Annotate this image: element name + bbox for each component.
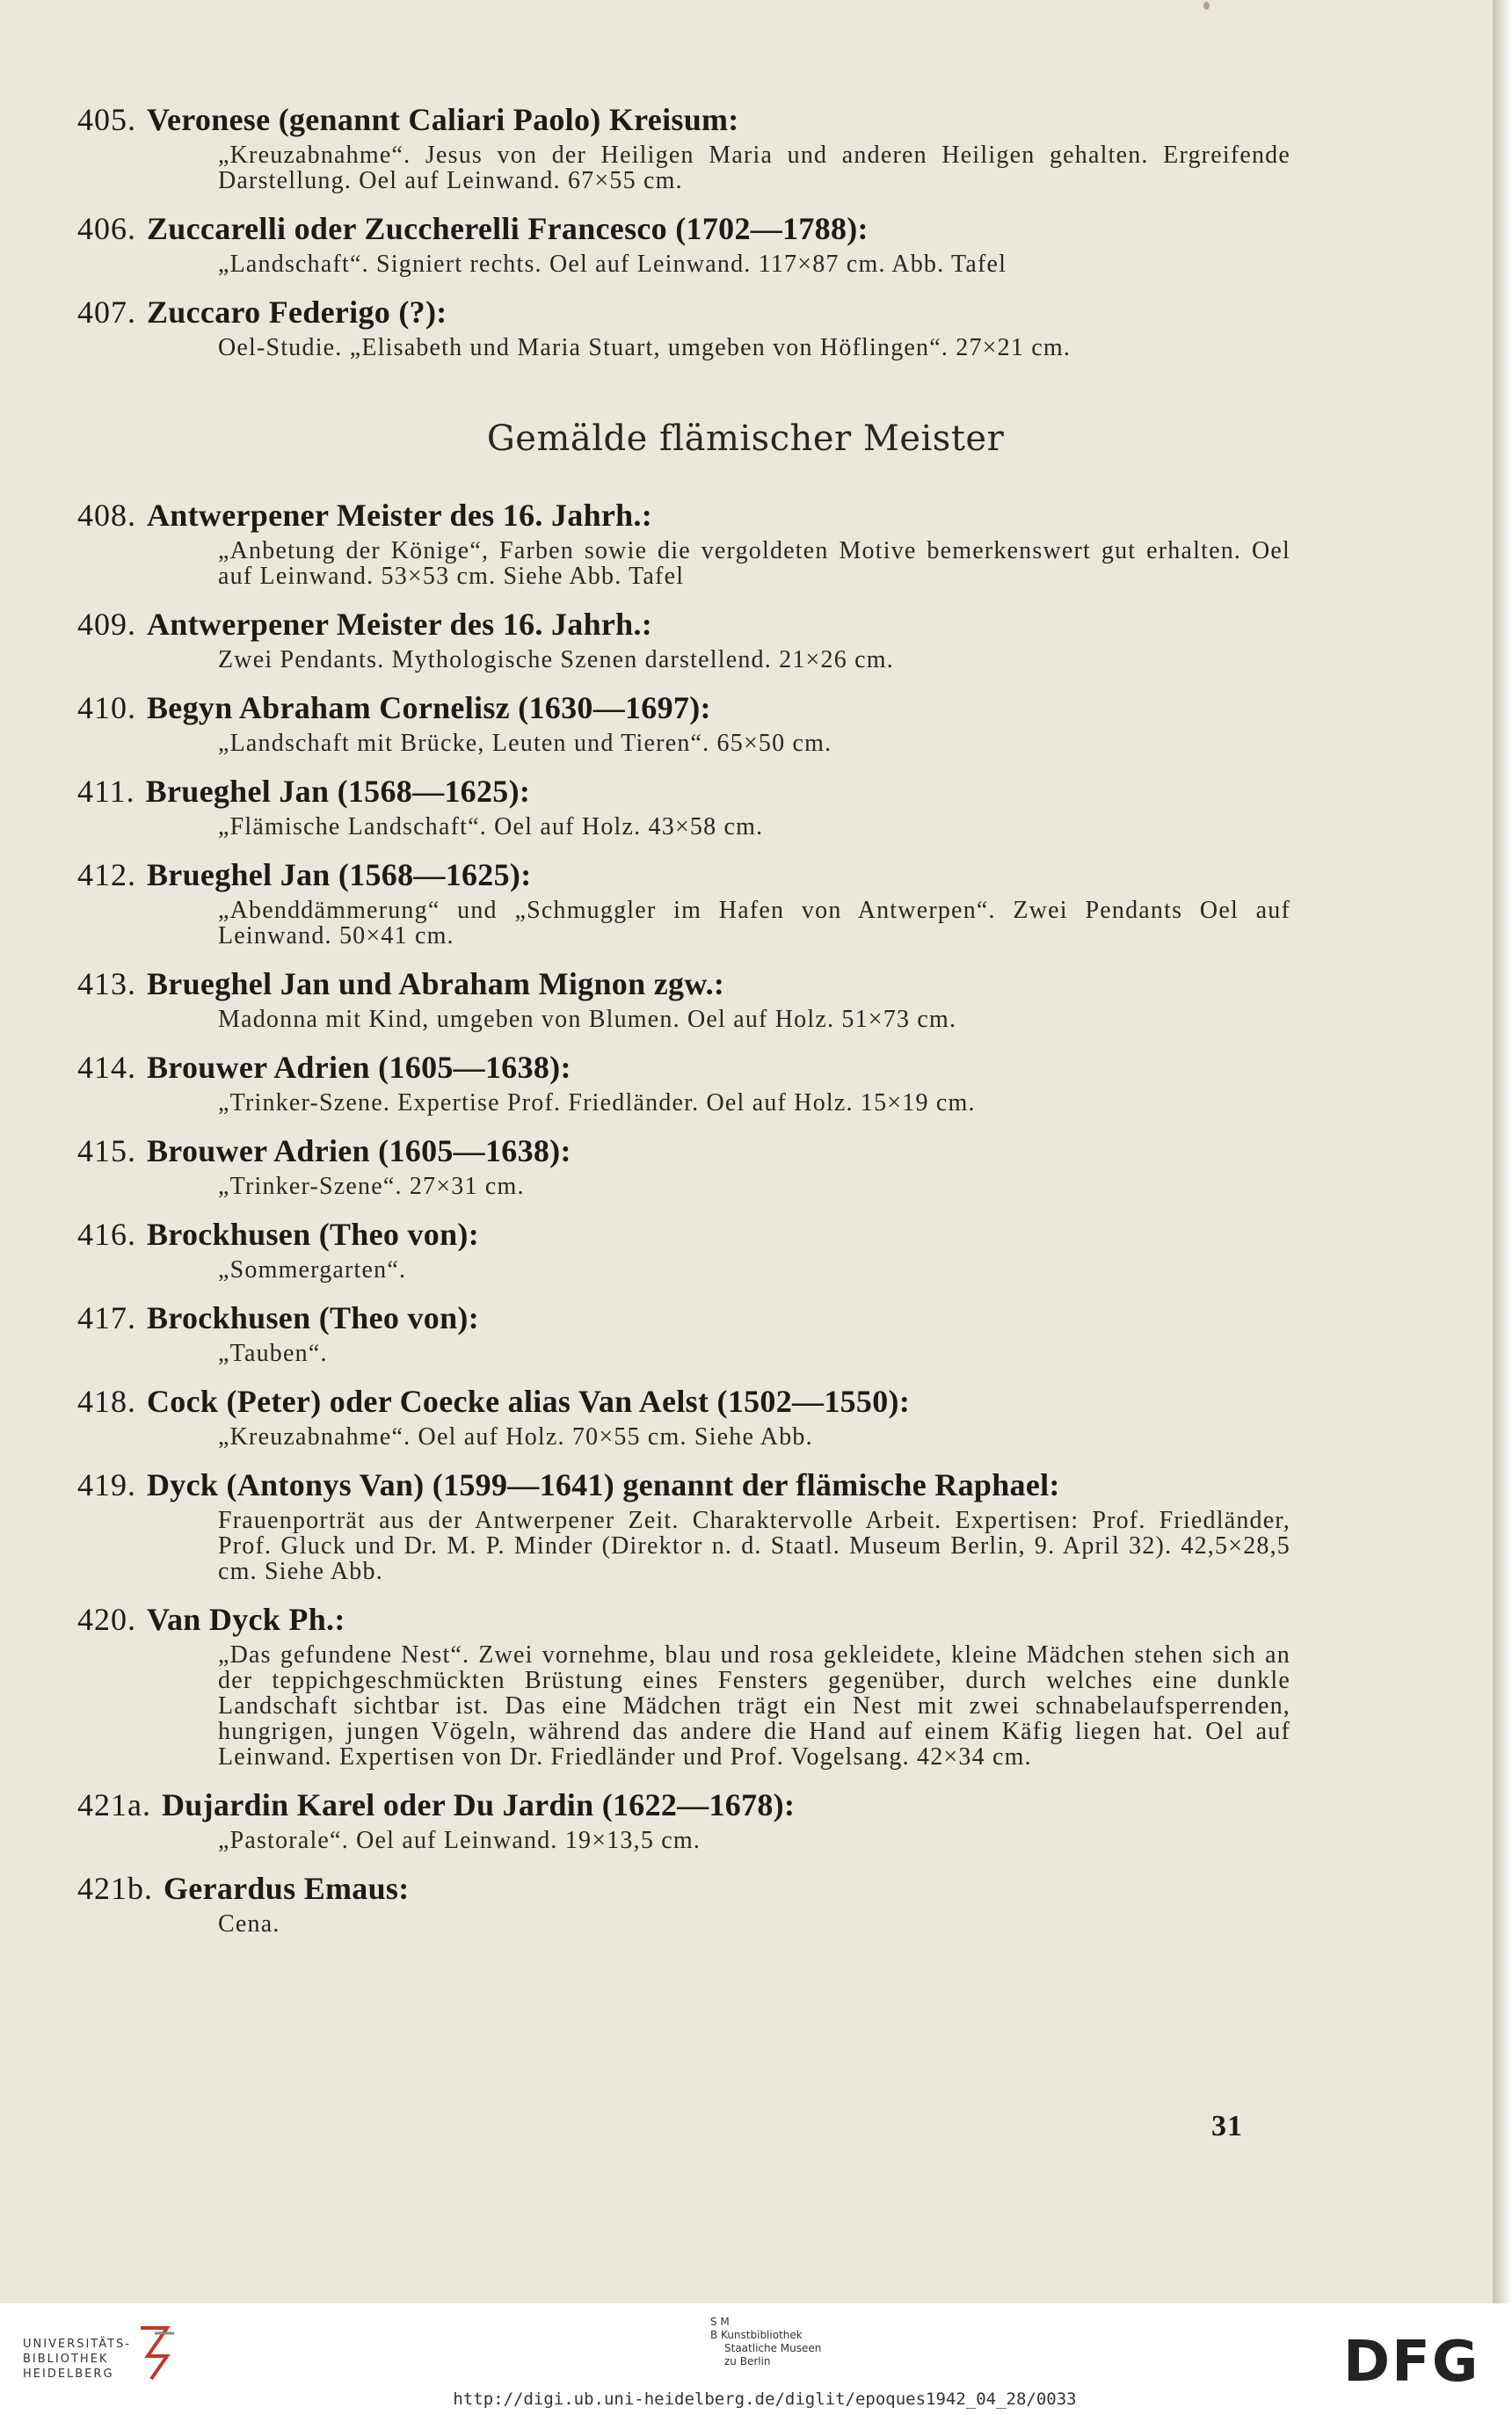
catalogue-entry <box>77 1295 1290 1366</box>
catalogue-entry <box>77 1462 1290 1584</box>
entry-description: Oel-Studie. „Elisabeth und Maria Stuart, umgeben von Höflingen“. 27×21 cm. <box>218 334 1072 361</box>
entry-heading <box>77 97 1290 142</box>
entry-number: 406. <box>77 211 136 246</box>
entry-heading <box>77 206 1290 251</box>
catalogue-entry <box>77 601 1290 673</box>
catalogue-entry <box>77 852 1290 949</box>
entry-artist: Brockhusen (Theo von): <box>147 1300 479 1335</box>
entry-number: 420. <box>77 1602 136 1637</box>
entry-number: 421a. <box>77 1787 151 1822</box>
entry-heading <box>77 852 1290 898</box>
entry-description: „Kreuzabnahme“. Oel auf Holz. 70×55 cm. Siehe Abb. <box>218 1423 813 1451</box>
entry-number: 421b. <box>77 1871 153 1906</box>
entry-number: 417. <box>77 1300 136 1335</box>
entry-heading <box>77 1044 1290 1090</box>
entry-heading <box>77 1378 1290 1424</box>
entry-number: 412. <box>77 857 136 892</box>
entry-description: „Das gefundene Nest“. Zwei vornehme, blau und rosa gekleidete, kleine Mädchen stehen sich an der teppichgeschmückten Brüstung eines Fensters gegenüber, durch welches eine dunkle Landschaft sichtbar ist. Das eine Mädchen trägt ein Nest mit zwei schnabelaufsperrenden, hungrigen, jungen Vögeln, während das andere die Hand auf einem Käfig liegen hat. Oel auf Leinwand. Expertisen von Dr. Friedländer und Prof. Vogelsang. 42×34 cm. <box>218 1641 1290 1771</box>
entry-description: Zwei Pendants. Mythologische Szenen darstellend. 21×26 cm. <box>218 646 894 673</box>
entry-description: „Tauben“. <box>218 1340 328 1367</box>
entry-artist: Veronese (genannt Caliari Paolo) Kreisum: <box>147 102 739 137</box>
entry-heading <box>77 685 1290 731</box>
entry-number: 410. <box>77 690 136 725</box>
entry-number: 418. <box>77 1384 136 1419</box>
entry-artist: Antwerpener Meister des 16. Jahrh.: <box>147 498 653 533</box>
entry-artist: Brouwer Adrien (1605—1638): <box>147 1133 571 1168</box>
entry-number: 415. <box>77 1133 136 1168</box>
catalogue-entries <box>77 97 1290 1949</box>
entry-artist: Begyn Abraham Cornelisz (1630—1697): <box>147 690 711 725</box>
entry-number: 414. <box>77 1050 136 1085</box>
catalogue-entry <box>77 1597 1290 1770</box>
entry-description: „Kreuzabnahme“. Jesus von der Heiligen Maria und anderen Heiligen gehalten. Ergreifende Darstellung. Oel auf Leinwand. 67×55 cm. <box>218 142 1290 194</box>
entry-heading <box>77 1211 1290 1257</box>
entry-heading <box>77 1462 1290 1508</box>
catalogue-entry <box>77 768 1290 840</box>
entry-heading <box>77 961 1290 1007</box>
catalogue-entry <box>77 1044 1290 1116</box>
entry-description: „Flämische Landschaft“. Oel auf Holz. 43×58 cm. <box>218 813 764 840</box>
university-mark-icon <box>132 2321 181 2384</box>
entry-number: 411. <box>77 774 135 809</box>
entry-heading <box>77 1128 1290 1174</box>
entry-number: 419. <box>77 1467 136 1502</box>
entry-artist: Brouwer Adrien (1605—1638): <box>147 1050 571 1085</box>
entry-artist: Brueghel Jan (1568—1625): <box>145 774 531 809</box>
entry-description: „Anbetung der Könige“, Farben sowie die vergoldeten Motive bemerkenswert gut erhalten. Oel auf Leinwand. 53×53 cm. Siehe Abb. Tafel <box>218 537 1290 590</box>
entry-description: „Sommergarten“. <box>218 1256 407 1284</box>
entry-artist: Zuccarelli oder Zuccherelli Francesco (1702—1788): <box>147 211 869 246</box>
entry-description: Frauenporträt aus der Antwerpener Zeit. Charaktervolle Arbeit. Expertisen: Prof. Friedländer, Prof. Gluck und Dr. M. P. Minder (Direktor n. d. Staatl. Museum Berlin, 9. April 32). 42,5×28,5 cm. Siehe Abb. <box>218 1507 1290 1585</box>
entry-artist: Brueghel Jan (1568—1625): <box>147 857 532 892</box>
page-number: 31 <box>1211 2110 1243 2142</box>
catalogue-entry <box>77 492 1290 589</box>
entry-description: Madonna mit Kind, umgeben von Blumen. Oel auf Holz. 51×73 cm. <box>218 1006 957 1033</box>
page-edge <box>1493 0 1512 2303</box>
catalogue-entry <box>77 1378 1290 1450</box>
source-url[interactable]: http://digi.ub.uni-heidelberg.de/diglit/epoques1942_04_28/0033 <box>453 2390 1077 2409</box>
entry-description: „Trinker-Szene“. 27×31 cm. <box>218 1173 525 1200</box>
catalogue-entry <box>77 685 1290 756</box>
catalogue-entry <box>77 1128 1290 1199</box>
entry-number: 407. <box>77 295 136 330</box>
kb-line-3: Staatliche Museen <box>724 2342 822 2354</box>
entry-heading <box>77 768 1290 814</box>
entries-before-section <box>77 97 1290 360</box>
ink-spot <box>1203 2 1210 10</box>
entry-number: 405. <box>77 102 136 137</box>
entry-number: 408. <box>77 498 136 533</box>
catalogue-entry <box>77 1211 1290 1283</box>
entry-heading <box>77 492 1290 538</box>
kunstbibliothek-logo[interactable] <box>710 2316 821 2368</box>
entry-description: „Landschaft“. Signiert rechts. Oel auf Leinwand. 117×87 cm. Abb. Tafel <box>218 251 1007 278</box>
catalogue-entry <box>77 961 1290 1032</box>
catalogue-entry <box>77 289 1290 360</box>
entry-description: „Abenddämmerung“ und „Schmuggler im Hafen von Antwerpen“. Zwei Pendants Oel auf Leinwand. 50×41 cm. <box>218 897 1290 949</box>
entry-heading <box>77 1597 1290 1642</box>
uni-line-2: BIBLIOTHEK <box>23 2353 109 2366</box>
entry-artist: Antwerpener Meister des 16. Jahrh.: <box>147 607 653 642</box>
entry-number: 413. <box>77 966 136 1001</box>
entry-artist: Zuccaro Federigo (?): <box>147 295 447 330</box>
catalogue-entry <box>77 1866 1290 1937</box>
entry-number: 409. <box>77 607 136 642</box>
kb-line-2: B Kunstbibliothek <box>710 2329 803 2341</box>
catalogue-entry <box>77 1782 1290 1853</box>
entry-artist: Dyck (Antonys Van) (1599—1641) genannt der flämische Raphael: <box>147 1467 1060 1502</box>
entry-artist: Van Dyck Ph.: <box>147 1602 345 1637</box>
entry-artist: Dujardin Karel oder Du Jardin (1622—1678): <box>161 1787 796 1822</box>
uni-line-1: UNIVERSITÄTS- <box>23 2338 131 2351</box>
catalogue-entry <box>77 206 1290 277</box>
university-library-logo[interactable] <box>23 2337 131 2382</box>
entry-description: „Landschaft mit Brücke, Leuten und Tieren“. 65×50 cm. <box>218 730 832 757</box>
entry-heading <box>77 601 1290 647</box>
entry-description: Cena. <box>218 1910 280 1938</box>
kb-line-4: zu Berlin <box>724 2355 771 2368</box>
entry-heading <box>77 289 1290 335</box>
entry-artist: Gerardus Emaus: <box>164 1871 410 1906</box>
catalogue-entry <box>77 97 1290 193</box>
entry-number: 416. <box>77 1217 136 1252</box>
entry-description: „Trinker-Szene. Expertise Prof. Friedländer. Oel auf Holz. 15×19 cm. <box>218 1089 976 1117</box>
section-title: Gemälde flämischer Meister <box>486 418 1005 459</box>
kb-line-1: S M <box>710 2316 730 2328</box>
entry-heading <box>77 1782 1290 1828</box>
uni-line-3: HEIDELBERG <box>23 2368 114 2381</box>
entry-heading <box>77 1866 1290 1911</box>
entry-artist: Brockhusen (Theo von): <box>147 1217 479 1252</box>
entry-artist: Cock (Peter) oder Coecke alias Van Aelst (1502—1550): <box>147 1384 911 1419</box>
dfg-logo[interactable]: DFG <box>1343 2330 1480 2395</box>
entries-after-section <box>77 492 1290 1937</box>
entry-heading <box>77 1295 1290 1341</box>
entry-description: „Pastorale“. Oel auf Leinwand. 19×13,5 cm. <box>218 1827 701 1854</box>
entry-artist: Brueghel Jan und Abraham Mignon zgw.: <box>147 966 725 1001</box>
